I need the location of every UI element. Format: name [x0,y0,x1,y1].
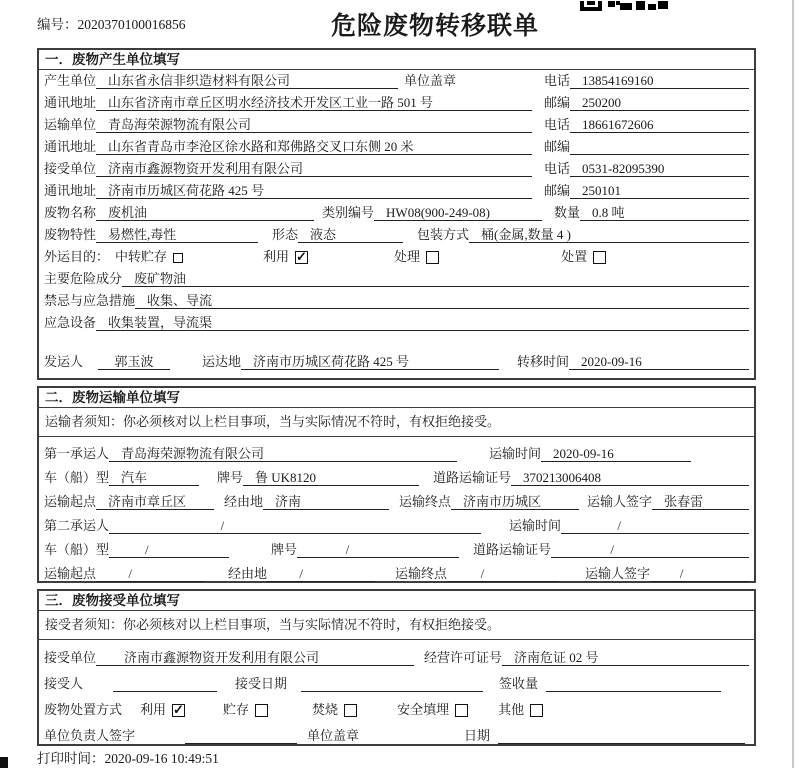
field-destination: 济南市历城区荷花路 425 号 [241,354,499,370]
section-receiver-title: 三．废物接受单位填写 [39,591,754,611]
label-destination: 运达地 [202,354,242,369]
corner-artifact [0,757,8,768]
label-plate-2: 牌号 [271,542,298,557]
row-producer-address [39,92,754,114]
field-hazard-component: 废矿物油 [122,271,749,287]
row-vehicle-1 [39,465,754,489]
field-receiving-unit: 济南市鑫源物资开发利用有限公司 [96,650,414,666]
label-transport-phone: 电话 [544,117,571,132]
label-producer-address: 通讯地址 [44,95,97,110]
field-producer-unit: 山东省永信非织造材料有限公司 [96,73,398,89]
checkbox-disposal-storage [255,704,268,717]
label-origin-2: 运输起点 [44,566,97,581]
row-transfer-purpose [39,246,754,268]
option-dispose-label: 处置 [561,249,588,264]
transporter-notice: 运输者须知：你必须核对以上栏目事项，当与实际情况不符时，有权拒绝接受。 [39,408,754,437]
checkbox-disposal-utilize [172,704,185,717]
row-route-2 [39,561,754,585]
option-treat [394,249,439,265]
qr-code-icon [580,0,670,12]
label-receiver-zip: 邮编 [544,183,571,198]
label-transport-unit: 运输单位 [44,117,97,132]
option-treat-label: 处理 [394,249,421,264]
label-consignor: 发运人 [44,354,84,369]
option-disposal-landfill-label: 安全填埋 [397,702,450,717]
field-receiver-unit: 济南市鑫源物资开发利用有限公司 [96,161,532,177]
document-number-value: 2020370100016856 [77,17,186,32]
field-transport-time-2: / [561,518,749,534]
label-emergency-measures: 禁忌与应急措施 [44,293,136,308]
field-via-2: / [267,566,375,582]
label-quantity: 数量 [554,205,581,220]
field-carrier-sign-1: 张春雷 [652,494,749,510]
label-form: 形态 [272,227,299,242]
checkbox-transit-storage [173,253,183,263]
label-carrier-sign-2: 运输人签字 [585,566,651,581]
label-unit-seal-3: 单位盖章 [307,728,360,743]
print-time-value: 2020-09-16 10:49:51 [104,751,219,766]
label-receiving-unit: 接受单位 [44,650,97,665]
field-transport-zip [570,139,749,155]
option-utilize-label: 利用 [263,249,290,264]
label-origin-1: 运输起点 [44,494,97,509]
row-receiver-unit [39,158,754,180]
field-head-signature [185,728,297,744]
field-road-license-1: 370213006408 [511,470,749,486]
field-road-license-2: / [551,542,749,558]
label-head-signature: 单位负责人签字 [44,728,136,743]
row-transport-unit [39,114,754,136]
label-producer-zip: 邮编 [544,95,571,110]
field-waste-property: 易燃性,毒性 [96,227,258,243]
field-waste-name: 废机油 [96,205,314,221]
field-origin-2: / [96,566,204,582]
label-receiver-unit: 接受单位 [44,161,97,176]
label-emergency-equipment: 应急设备 [44,315,97,330]
option-disposal-utilize [140,702,185,718]
label-receiver-person: 接受人 [44,676,84,691]
field-receiver-address: 济南市历城区荷花路 425 号 [96,183,532,199]
option-disposal-incinerate [312,702,357,718]
field-vehicle-type-1: 汽车 [109,470,199,486]
option-dispose [561,249,606,265]
print-time-label: 打印时间： [37,751,105,766]
label-first-carrier: 第一承运人 [44,446,110,461]
option-disposal-other-label: 其他 [498,702,525,717]
label-waste-name: 废物名称 [44,205,97,220]
label-producer-unit: 产生单位 [44,73,97,88]
section-receiver [37,589,756,746]
field-quantity: 0.8 吨 [580,205,749,221]
field-receiver-phone: 0531-82095390 [570,161,749,177]
section-transporter-title: 二．废物运输单位填写 [39,388,754,408]
checkbox-disposal-landfill [455,704,468,717]
label-transport-address: 通讯地址 [44,139,97,154]
label-vehicle-type-1: 车（船）型 [44,470,110,485]
row-disposal-method [39,695,754,721]
field-transport-address: 山东省青岛市李沧区徐水路和郑佛路交叉口东侧 20 米 [96,139,532,155]
field-receiver-person [113,676,217,692]
label-receiver-phone: 电话 [544,161,571,176]
label-transfer-purpose: 外运目的： [44,249,110,264]
print-time [37,747,219,767]
qr-code-fragment [580,1,670,12]
field-transfer-time: 2020-09-16 [569,354,749,370]
document-number-label: 编号： [37,17,78,32]
label-transport-time-1: 运输时间 [489,446,542,461]
page-title: 危险废物转移联单 [331,13,540,40]
label-transport-zip: 邮编 [544,139,571,154]
label-vehicle-type-2: 车（船）型 [44,542,110,557]
row-waste-name [39,202,754,224]
field-permit-number: 济南危证 02 号 [502,650,749,666]
row-consignor [39,347,754,373]
option-disposal-storage [223,702,268,718]
field-form: 液态 [298,227,403,243]
field-plate-1: 鲁 UK8120 [243,470,419,486]
label-end-1: 运输终点 [399,494,452,509]
label-permit-number: 经营许可证号 [424,650,503,665]
field-producer-phone: 13854169160 [570,73,749,89]
label-date-3: 日期 [464,728,491,743]
row-second-carrier [39,513,754,537]
label-receiver-address: 通讯地址 [44,183,97,198]
field-emergency-measures: 收集、导流 [135,293,749,309]
label-waste-property: 废物特性 [44,227,97,242]
checkbox-dispose [593,251,606,264]
field-producer-zip: 250200 [570,95,749,111]
row-hazard-component [39,268,754,290]
field-first-carrier: 青岛海荣源物流有限公司 [109,446,457,462]
label-receive-date: 接受日期 [235,676,288,691]
field-carrier-sign-2: / [650,566,749,582]
field-receive-date [301,676,483,692]
field-vehicle-type-2: / [109,542,229,558]
field-packaging: 桶(金属,数量 4 ) [469,227,749,243]
field-second-carrier: / [109,518,481,534]
row-receiving-unit [39,643,754,669]
field-plate-2: / [297,542,459,558]
row-receiver-person [39,669,754,695]
option-disposal-other [498,702,543,718]
row-emergency-measures [39,290,754,312]
field-end-1: 济南市历城区 [451,494,579,510]
row-route-1 [39,489,754,513]
field-transport-phone: 18661672606 [570,117,749,133]
label-carrier-sign-1: 运输人签字 [587,494,653,509]
option-disposal-landfill [397,702,468,718]
label-signed-amount: 签收量 [499,676,539,691]
field-producer-address: 山东省济南市章丘区明水经济技术开发区工业一路 501 号 [96,95,532,111]
label-plate-1: 牌号 [217,470,244,485]
row-first-carrier [39,441,754,465]
option-disposal-utilize-label: 利用 [140,702,167,717]
field-signed-amount [546,676,721,692]
field-receiver-zip: 250101 [570,183,749,199]
row-emergency-equipment [39,312,754,334]
field-end-2: / [447,566,559,582]
option-utilize [263,249,308,265]
section-producer-title: 一．废物产生单位填写 [39,50,754,70]
row-waste-property [39,224,754,246]
label-transfer-time: 转移时间 [517,354,570,369]
option-disposal-storage-label: 贮存 [223,702,250,717]
section-producer [37,48,756,380]
row-producer-unit [39,70,754,92]
field-transport-time-1: 2020-09-16 [541,446,691,462]
field-origin-1: 济南市章丘区 [96,494,214,510]
row-transport-address [39,136,754,158]
field-emergency-equipment: 收集装置，导流渠 [96,315,749,331]
receiver-notice: 接受者须知：你必须核对以上栏目事项，当与实际情况不符时，有权拒绝接受。 [39,611,754,640]
field-via-1: 济南 [263,494,389,510]
option-transit-storage-label: 中转贮存 [115,249,168,264]
checkbox-utilize [295,251,308,264]
label-disposal-method: 废物处置方式 [44,702,123,717]
checkbox-disposal-incinerate [344,704,357,717]
row-head-signature [39,721,754,747]
section-transporter [37,386,756,583]
label-producer-phone: 电话 [544,73,571,88]
document-number [37,13,186,33]
checkbox-treat [426,251,439,264]
row-vehicle-2 [39,537,754,561]
label-via-1: 经由地 [224,494,264,509]
field-category-code: HW08(900-249-08) [374,205,542,221]
label-unit-seal: 单位盖章 [404,73,457,88]
row-receiver-address [39,180,754,202]
label-road-license-1: 道路运输证号 [433,470,512,485]
label-hazard-component: 主要危险成分 [44,271,123,286]
checkbox-disposal-other [530,704,543,717]
label-road-license-2: 道路运输证号 [473,542,552,557]
label-second-carrier: 第二承运人 [44,518,110,533]
page-edge-line [792,0,794,768]
label-end-2: 运输终点 [395,566,448,581]
field-consignor: 郭玉波 [98,354,170,370]
label-transport-time-2: 运输时间 [509,518,562,533]
option-transit-storage [115,249,183,265]
label-via-2: 经由地 [228,566,268,581]
field-date-3 [498,728,745,744]
label-category-code: 类别编号 [322,205,375,220]
option-disposal-incinerate-label: 焚烧 [312,702,339,717]
field-transport-unit: 青岛海荣源物流有限公司 [96,117,532,133]
label-packaging: 包装方式 [417,227,470,242]
